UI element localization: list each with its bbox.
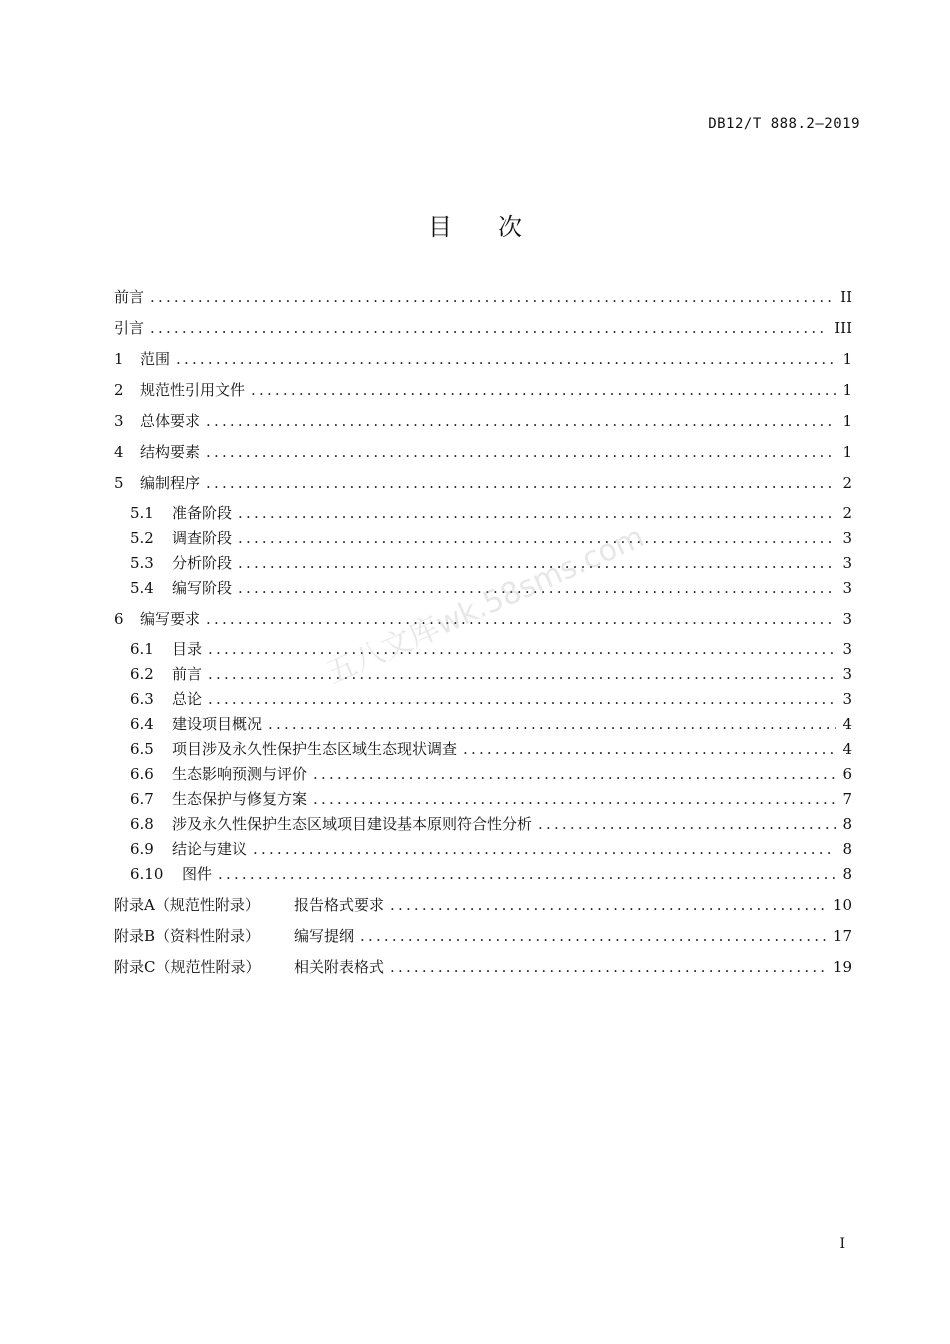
toc-entry[interactable]: 6.7 生态保护与修复方案 ..... 7	[114, 788, 852, 813]
toc-entry[interactable]: 5.3 分析阶段 ..... 3	[114, 552, 852, 577]
toc-entry-page: 1	[842, 381, 852, 399]
toc-entry-page: 8	[842, 865, 852, 883]
toc-entry-page: 19	[832, 958, 852, 976]
toc-entry-page: 17	[832, 927, 852, 945]
toc-entry-label: 结论与建议	[172, 840, 248, 858]
toc-leader-dots	[206, 474, 836, 492]
toc-entry-label: 前言	[114, 288, 145, 306]
toc-entry-page: III	[834, 319, 852, 337]
toc-entry-label: 结构要素	[140, 443, 201, 461]
toc-entry-page: 2	[842, 504, 852, 522]
toc-entry-page: 7	[842, 790, 852, 808]
toc-leader-dots	[176, 350, 836, 368]
toc-entry-label: 范围	[140, 350, 171, 368]
watermark: 五八文库wk.58sms.com	[321, 519, 650, 692]
toc-entry-page: 3	[842, 665, 852, 683]
toc-entry-label: 引言	[114, 319, 145, 337]
toc-leader-dots	[238, 529, 836, 547]
toc-leader-dots	[208, 640, 836, 658]
toc-entry-label: 目录	[172, 640, 203, 658]
toc-entry-page: 1	[842, 350, 852, 368]
toc-entry[interactable]: 5.2 调查阶段 ..... 3	[114, 527, 852, 552]
toc-entry[interactable]: 6.9 结论与建议 ..... 8	[114, 838, 852, 863]
toc-entry[interactable]: 6 编写要求 ..... 3	[114, 608, 852, 632]
toc-entry[interactable]: 6.4 建设项目概况 ..... 4	[114, 713, 852, 738]
toc-entry-page: 3	[842, 579, 852, 597]
toc-entry-page: 3	[842, 554, 852, 572]
toc-leader-dots	[313, 790, 836, 808]
toc-leader-dots	[253, 840, 836, 858]
toc-entry-label: 建设项目概况	[172, 715, 263, 733]
toc-entry[interactable]: 6.8 涉及永久性保护生态区域项目建设基本原则符合性分析 ..... 8	[114, 813, 852, 838]
toc-leader-dots	[313, 765, 836, 783]
toc-leader-dots	[208, 665, 836, 683]
toc-entry[interactable]: 6.2 前言 ..... 3	[114, 663, 852, 688]
toc-entry-page: 3	[842, 690, 852, 708]
toc-entry-page: 8	[842, 815, 852, 833]
toc-entry-page: 1	[842, 443, 852, 461]
toc-entry-label: 生态影响预测与评价	[172, 765, 308, 783]
toc-entry[interactable]: 附录B（资料性附录） 编写提纲 ..... 17	[114, 925, 852, 949]
toc-entry-label: 总论	[172, 690, 203, 708]
toc-leader-dots	[150, 288, 834, 306]
toc-entry-label: 编写要求	[140, 610, 201, 628]
toc-leader-dots	[208, 690, 836, 708]
toc-entry-label: 涉及永久性保护生态区域项目建设基本原则符合性分析	[172, 815, 533, 833]
toc-entry-label: 准备阶段	[172, 504, 233, 522]
toc-entry-label: 报告格式要求	[294, 896, 385, 914]
toc-entry[interactable]: 附录A（规范性附录） 报告格式要求 ..... 10	[114, 894, 852, 918]
toc-entry-page: 8	[842, 840, 852, 858]
toc-entry-page: 4	[842, 715, 852, 733]
toc-entry-label: 总体要求	[140, 412, 201, 430]
toc-entry[interactable]	[114, 317, 852, 341]
toc-leader-dots	[268, 715, 836, 733]
toc-entry[interactable]: 6.5 项目涉及永久性保护生态区域生态现状调查 ..... 4	[114, 738, 852, 763]
toc-entry[interactable]: 3 总体要求 ..... 1	[114, 410, 852, 434]
toc-leader-dots	[360, 927, 827, 945]
table-of-contents	[114, 286, 852, 980]
toc-entry-label: 项目涉及永久性保护生态区域生态现状调查	[172, 740, 458, 758]
toc-entry[interactable]: 1 范围 ..... 1	[114, 348, 852, 372]
toc-leader-dots	[538, 815, 836, 833]
toc-entry-label: 分析阶段	[172, 554, 233, 572]
toc-entry[interactable]: 5.4 编写阶段 ..... 3	[114, 577, 852, 602]
toc-entry-page: 10	[832, 896, 852, 914]
toc-entry-label: 图件	[182, 865, 213, 883]
document-id: DB12/T 888.2—2019	[708, 116, 860, 132]
toc-entry-label: 生态保护与修复方案	[172, 790, 308, 808]
toc-leader-dots	[390, 896, 827, 914]
toc-entry-label: 编写阶段	[172, 579, 233, 597]
toc-entry[interactable]: 5.1 准备阶段 ..... 2	[114, 502, 852, 527]
toc-entry[interactable]: 6.6 生态影响预测与评价 ..... 6	[114, 763, 852, 788]
toc-leader-dots	[150, 319, 828, 337]
footer-page-number: I	[839, 1236, 845, 1252]
toc-entry-label: 编写提纲	[294, 927, 355, 945]
toc-leader-dots	[206, 610, 836, 628]
toc-leader-dots	[206, 443, 836, 461]
toc-leader-dots	[238, 504, 836, 522]
toc-entry[interactable]: 6.1 目录 ..... 3	[114, 638, 852, 663]
toc-leader-dots	[206, 412, 836, 430]
toc-entry-page: 1	[842, 412, 852, 430]
toc-entry-label: 调查阶段	[172, 529, 233, 547]
toc-entry-page: 4	[842, 740, 852, 758]
toc-entry-label: 编制程序	[140, 474, 201, 492]
toc-leader-dots	[390, 958, 827, 976]
toc-entry-page: II	[840, 288, 852, 306]
toc-entry[interactable]: 5 编制程序 ..... 2	[114, 472, 852, 496]
toc-entry-label: 相关附表格式	[294, 958, 385, 976]
toc-entry-label: 前言	[172, 665, 203, 683]
toc-leader-dots	[218, 865, 836, 883]
toc-entry[interactable]: 2 规范性引用文件 ..... 1	[114, 379, 852, 403]
toc-entry-label: 规范性引用文件	[140, 381, 246, 399]
page-title: 目次	[428, 213, 568, 241]
toc-entry-page: 3	[842, 529, 852, 547]
toc-entry[interactable]: 6.3 总论 ..... 3	[114, 688, 852, 713]
toc-leader-dots	[463, 740, 836, 758]
toc-entry-page: 3	[842, 640, 852, 658]
toc-entry-page: 3	[842, 610, 852, 628]
toc-entry[interactable]: 附录C（规范性附录） 相关附表格式 ..... 19	[114, 956, 852, 980]
toc-entry[interactable]: 6.10 图件 ..... 8	[114, 863, 852, 888]
toc-entry[interactable]	[114, 286, 852, 310]
toc-entry[interactable]: 4 结构要素 ..... 1	[114, 441, 852, 465]
toc-entry-page: 6	[842, 765, 852, 783]
toc-leader-dots	[251, 381, 836, 399]
toc-entry-page: 2	[842, 474, 852, 492]
